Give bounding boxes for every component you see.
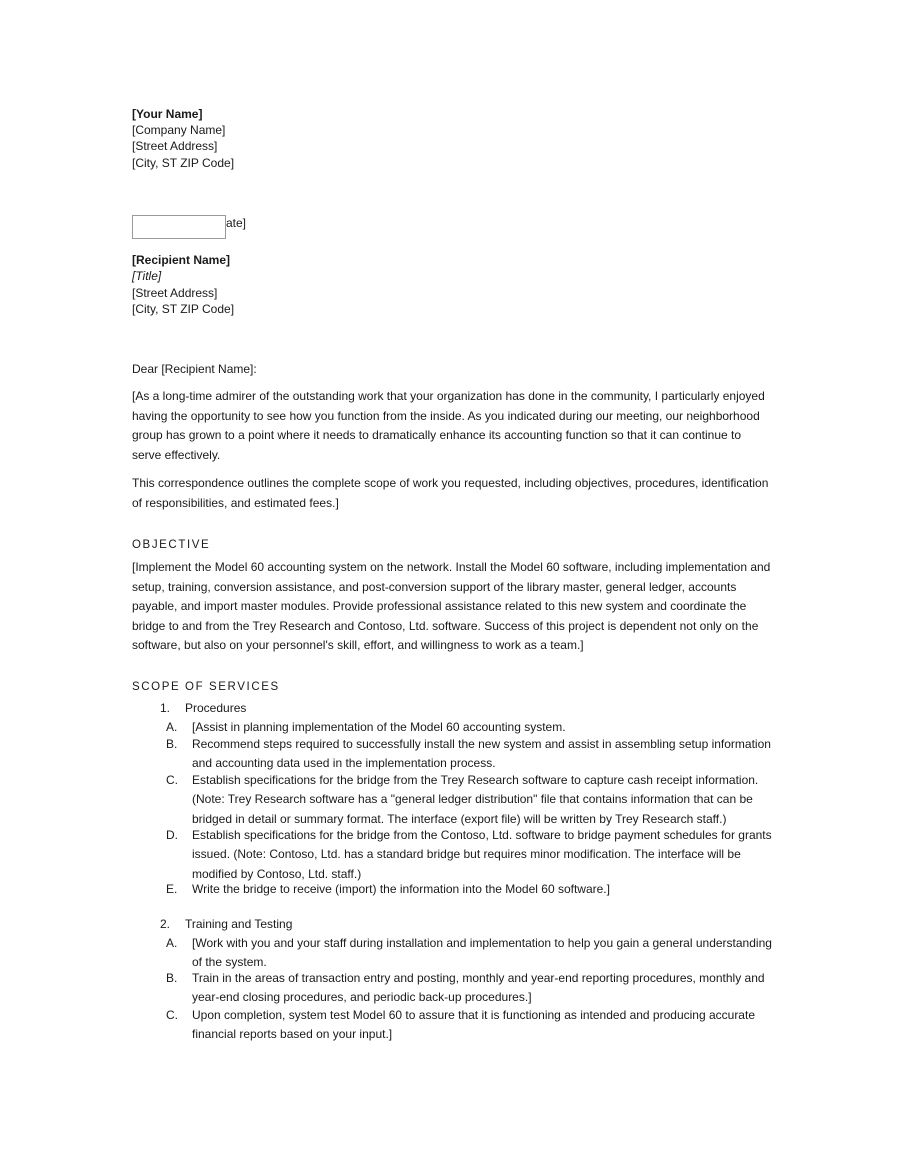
item-text: [Assist in planning implementation of the Model 60 accounting system. [192,720,566,734]
recipient-name: [Recipient Name] [132,253,231,267]
sender-street: [Street Address] [132,139,218,153]
item-text: Write the bridge to receive (import) the information into the Model 60 software.] [192,882,610,896]
objective-heading: OBJECTIVE [132,539,211,551]
recipient-title: [Title] [132,269,162,283]
sender-city: [City, ST ZIP Code] [132,156,235,170]
recipient-city: [City, ST ZIP Code] [132,302,235,316]
scope-heading: SCOPE OF SERVICES [132,681,280,693]
date-text: ate] [226,216,247,230]
intro-paragraph-1: [As a long-time admirer of the outstanding work that your organization has done in the community, I particularly enjoyed having the opportunity to see how you function from the inside. As you indicated during our meeting, our neighborhood group has grown to a point where it needs to dramatically enhance its accounting function so that it can continue to serve effectively. [132,389,765,462]
section-number: 1. [160,701,171,715]
recipient-street: [Street Address] [132,286,218,300]
objective-text: [Implement the Model 60 accounting system on the network. Install the Model 60 software, including implementation and setup, training, conversion assistance, and post-conversion support of the library master, general ledger, accounts payable, and import master modules. Provide professional assistance related to this new system and coordinate the bridge to and from the Trey Research and Contoso, Ltd. software. Success of this project is dependent not only on the software, but also on your personnel's skill, effort, and willingness to work as a team.] [132,560,771,652]
item-letter: C. [166,773,178,787]
item-letter: C. [166,1008,178,1022]
item-letter: B. [166,971,178,985]
item-letter: A. [166,936,178,950]
item-letter: B. [166,737,178,751]
date-input-box[interactable] [132,215,226,239]
section-number: 2. [160,917,171,931]
intro-paragraph-2: This correspondence outlines the complete scope of work you requested, including objectives, procedures, identification of responsibilities, and estimated fees.] [132,476,769,510]
list-item [166,969,776,1008]
list-item [166,880,776,899]
item-letter: D. [166,828,178,842]
sender-company: [Company Name] [132,123,226,137]
list-item [166,735,776,774]
item-letter: A. [166,720,178,734]
item-text: Recommend steps required to successfully install the new system and assist in assembling setup information and accounting data used in the implementation process. [192,737,771,771]
section-title: Training and Testing [185,917,293,931]
section-title: Procedures [185,701,247,715]
list-item [166,771,776,829]
item-text: Establish specifications for the bridge from the Trey Research software to capture cash receipt information. (Note: Trey Research software has a "general ledger distribution" file that contains information that can be bridged in detail or summary format. The interface (export file) will be written by Trey Research staff.) [192,773,759,826]
salutation: Dear [Recipient Name]: [132,362,257,376]
item-text: Train in the areas of transaction entry and posting, monthly and year-end reporting procedures, monthly and year-end closing procedures, and periodic back-up procedures.] [192,971,765,1005]
item-letter: E. [166,882,178,896]
item-text: Upon completion, system test Model 60 to assure that it is functioning as intended and producing accurate financial reports based on your input.] [192,1008,755,1042]
section-training-testing [160,916,292,933]
list-item [166,826,776,884]
sender-name: [Your Name] [132,107,203,121]
item-text: Establish specifications for the bridge from the Contoso, Ltd. software to bridge payment schedules for grants issued. (Note: Contoso, Ltd. has a standard bridge but requires minor modification. The interface will be modified by Contoso, Ltd. staff.) [192,828,772,881]
item-text: [Work with you and your staff during installation and implementation to help you gain a general understanding of the system. [192,936,772,970]
list-item [166,1006,776,1045]
section-procedures [160,700,246,717]
list-item [166,934,776,973]
